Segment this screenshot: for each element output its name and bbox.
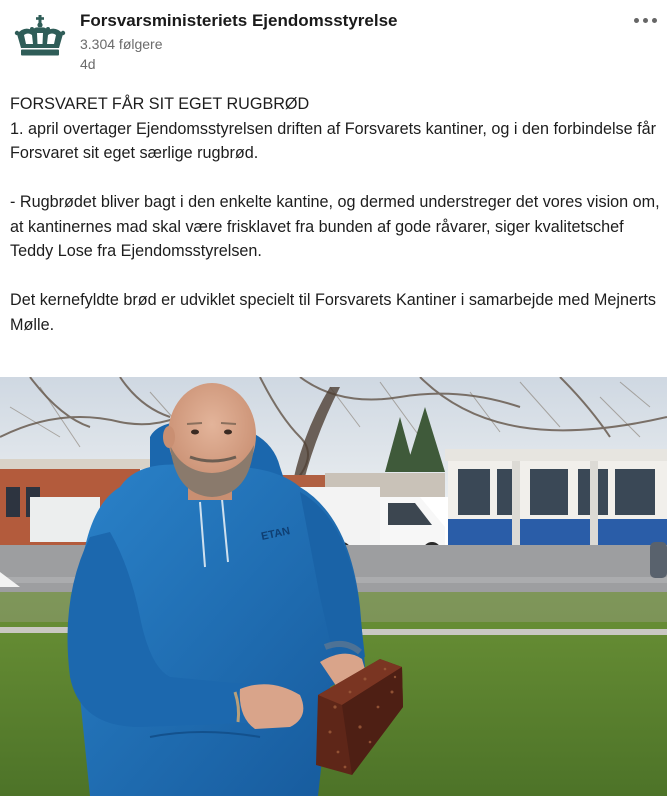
more-horizontal-icon	[643, 18, 648, 23]
paragraph-spacer	[10, 264, 660, 289]
post-paragraph: - Rugbrødet bliver bagt i den enkelte kantine, og dermed understreger det vores vision om, at kantinernes mad skal være frisklavet fra bunden af gode råvarer, siger kvalitetschef Teddy Lose fra Ejendomsstyrelsen.	[10, 193, 660, 260]
more-options-button[interactable]	[628, 10, 662, 30]
follower-count: 3.304 følgere	[80, 36, 163, 52]
post-timestamp: 4d	[80, 56, 96, 72]
post-photo[interactable]	[0, 377, 667, 796]
author-name[interactable]: Forsvarsministeriets Ejendomsstyrelse	[80, 11, 398, 30]
post-paragraph: 1. april overtager Ejendomsstyrelsen driften af Forsvarets kantiner, og i den forbindelse får Forsvaret sit eget særlige rugbrød.	[10, 119, 657, 162]
hoodie-print: ETAN	[260, 525, 292, 543]
post-paragraph: Det kernefyldte brød er udviklet specielt til Forsvarets Kantiner i samarbejde med Mejnerts Mølle.	[10, 291, 656, 334]
more-horizontal-icon	[634, 18, 639, 23]
paragraph-spacer	[10, 166, 660, 191]
blue-building	[445, 449, 667, 561]
post-text	[10, 92, 660, 337]
post-header	[0, 0, 667, 86]
more-horizontal-icon	[652, 18, 657, 23]
crown-logo-icon[interactable]	[14, 14, 66, 58]
post-headline: FORSVARET FÅR SIT EGET RUGBRØD	[10, 95, 310, 113]
